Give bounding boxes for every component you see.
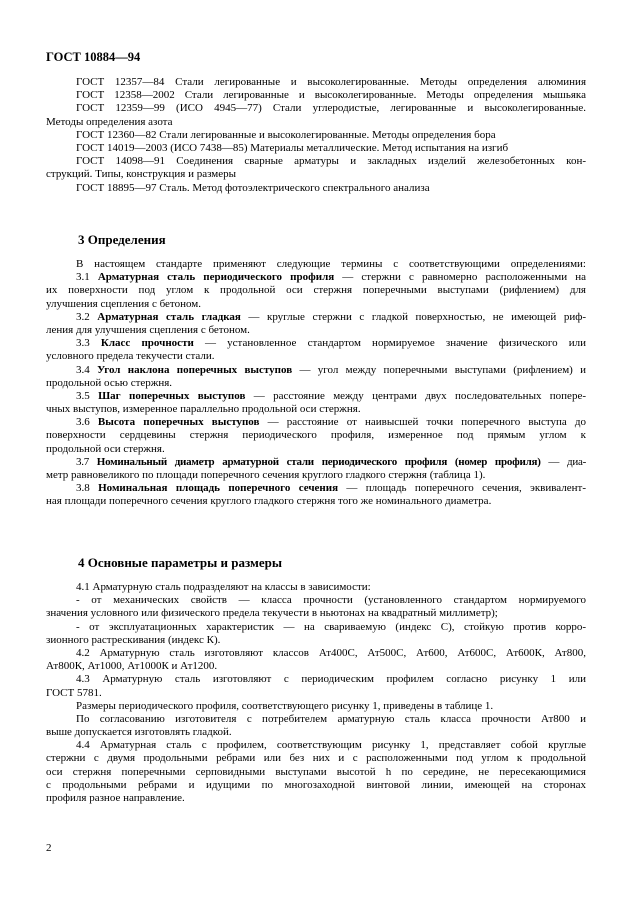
definition-line: их поверхности под углом к продольной оси стержня поперечными выступами (рифлением) для bbox=[46, 284, 586, 297]
page-number: 2 bbox=[46, 842, 52, 854]
definition-3-6: 3.6 Высота поперечных выступов — расстояние от наивысшей точки поперечного выступа до bbox=[76, 416, 586, 429]
reference-line: ГОСТ 18895—97 Сталь. Метод фотоэлектрического спектрального анализа bbox=[76, 181, 430, 194]
definition-line: поверхности сердцевины стержня периодического профиля, измеренное под прямым углом к bbox=[46, 429, 586, 442]
definition-line: чных выступов, измеренное параллельно продольной оси стержня. bbox=[46, 403, 361, 416]
definition-line: продольной оси стержня. bbox=[46, 442, 165, 455]
definition-3-5: 3.5 Шаг поперечных выступов — расстояние между центрами двух последовательных попере- bbox=[76, 389, 586, 402]
definition-3-8: 3.8 Номинальная площадь поперечного сечения — площадь поперечного сечения, эквивалент- bbox=[76, 482, 586, 495]
reference-line: ГОСТ 14098—91 Соединения сварные арматуры и закладных изделий железобетонных кон- bbox=[76, 155, 586, 168]
definition-line: условного предела текучести стали. bbox=[46, 350, 215, 363]
definition-line: метр равновеликого по площади поперечного сечения круглого гладкого стержня (таблица 1). bbox=[46, 469, 486, 481]
section-4-body bbox=[46, 581, 586, 805]
reference-line: ГОСТ 12360—82 Стали легированные и высоколегированные. Методы определения бора bbox=[76, 128, 496, 141]
paragraph-line: с продольными ребрами и идущими по многозаходной винтовой линии, имеющей на сторонах bbox=[46, 778, 586, 791]
reference-line: ГОСТ 12357—84 Стали легированные и высоколегированные. Методы определения алюминия bbox=[76, 76, 586, 88]
definition-3-4: 3.4 Угол наклона поперечных выступов — угол между поперечными выступами (рифлением) и bbox=[76, 363, 586, 376]
paragraph-line: 4.3 Арматурную сталь изготовляют с периодическим профилем согласно рисунку 1 или bbox=[76, 673, 586, 686]
paragraph-line: оси стержня поперечными серповидными выступами высотой h по середине, не пересекающимися bbox=[46, 765, 586, 778]
paragraph-line: 4.2 Арматурную сталь изготовляют классов Ат400С, Ат500С, Ат600, Ат600С, Ат600К, Ат800, bbox=[76, 646, 586, 659]
term: Арматурная сталь гладкая bbox=[97, 310, 241, 323]
definition-3-7: 3.7 Номинальный диаметр арматурной стали периодического профиля (номер профиля) — диа- bbox=[76, 455, 586, 468]
term: Класс прочности bbox=[100, 337, 194, 350]
paragraph-line: ГОСТ 5781. bbox=[46, 686, 102, 699]
reference-line: ГОСТ 14019—2003 (ИСО 7438—85) Материалы металлические. Метод испытания на изгиб bbox=[76, 141, 509, 154]
section-3-body bbox=[46, 258, 586, 509]
reference-line: струкций. Типы, конструкция и размеры bbox=[46, 168, 237, 181]
paragraph-line: - от механических свойств — класса прочности (установленного стандартом нормируемого bbox=[76, 594, 586, 607]
term: Высота поперечных выступов bbox=[97, 416, 260, 429]
paragraph-line: По согласованию изготовителя с потребителем арматурную сталь класса прочности Ат800 и bbox=[76, 712, 586, 725]
definition-line: ления для улучшения сцепления с бетоном. bbox=[46, 323, 250, 336]
reference-line: ГОСТ 12359—99 (ИСО 4945—77) Стали углеродистые, легированные и высоколегированные. bbox=[76, 102, 586, 115]
paragraph-line: 4.1 Арматурную сталь подразделяют на классы в зависимости: bbox=[76, 581, 371, 593]
paragraph-line: зионного растрескивания (индекс К). bbox=[46, 633, 221, 646]
definition-3-3: 3.3 Класс прочности — установленное стандартом нормируемое значение физического или bbox=[76, 337, 586, 350]
section-4-heading: 4 Основные параметры и размеры bbox=[78, 555, 283, 570]
paragraph-line: выше допускается изготовлять гладкой. bbox=[46, 726, 232, 739]
section-3-intro: В настоящем стандарте применяют следующие термины с соответствующими определениями: bbox=[76, 258, 586, 270]
paragraph-line: стержни с двумя продольными ребрами или без них и с расположенными под углом к продольной bbox=[46, 752, 586, 765]
definition-3-2: 3.2 Арматурная сталь гладкая — круглые стержни с гладкой поверхностью, не имеющей риф- bbox=[76, 310, 586, 323]
term: Угол наклона поперечных выступов bbox=[97, 363, 293, 376]
paragraph-line: профиля разное направление. bbox=[46, 792, 185, 804]
document-header: ГОСТ 10884—94 bbox=[46, 50, 141, 64]
term: Номинальный диаметр арматурной стали периодического профиля (номер профиля) bbox=[96, 455, 541, 468]
term: Арматурная сталь периодического профиля bbox=[97, 271, 335, 284]
section-3-heading: 3 Определения bbox=[78, 232, 166, 247]
reference-line: Методы определения азота bbox=[46, 115, 173, 128]
paragraph-line: - от эксплуатационных характеристик — на свариваемую (индекс С), стойкую против корро- bbox=[76, 620, 586, 633]
paragraph-line: 4.4 Арматурная сталь с профилем, соответствующим рисунку 1, представляет собой круглые bbox=[76, 739, 586, 752]
references-list bbox=[46, 76, 586, 195]
term: Номинальная площадь поперечного сечения bbox=[98, 482, 339, 495]
paragraph-line: значения условного или физического предела текучести в ньютонах на квадратный миллиметр); bbox=[46, 607, 498, 620]
paragraph-line: Ат800К, Ат1000, Ат1000К и Ат1200. bbox=[46, 660, 218, 673]
definition-line: ная площади поперечного сечения круглого гладкого стержня того же номинального диаметра. bbox=[46, 495, 492, 508]
definition-line: улучшения сцепления с бетоном. bbox=[46, 297, 201, 310]
reference-line: ГОСТ 12358—2002 Стали легированные и высоколегированные. Методы определения мышьяка bbox=[76, 89, 586, 102]
definition-3-1: 3.1 Арматурная сталь периодического профиля — стержни с равномерно расположенными на bbox=[76, 271, 586, 284]
paragraph-line: Размеры периодического профиля, соответствующего рисунку 1, приведены в таблице 1. bbox=[76, 699, 494, 712]
definition-line: продольной осью стержня. bbox=[46, 376, 173, 389]
term: Шаг поперечных выступов bbox=[98, 389, 246, 402]
